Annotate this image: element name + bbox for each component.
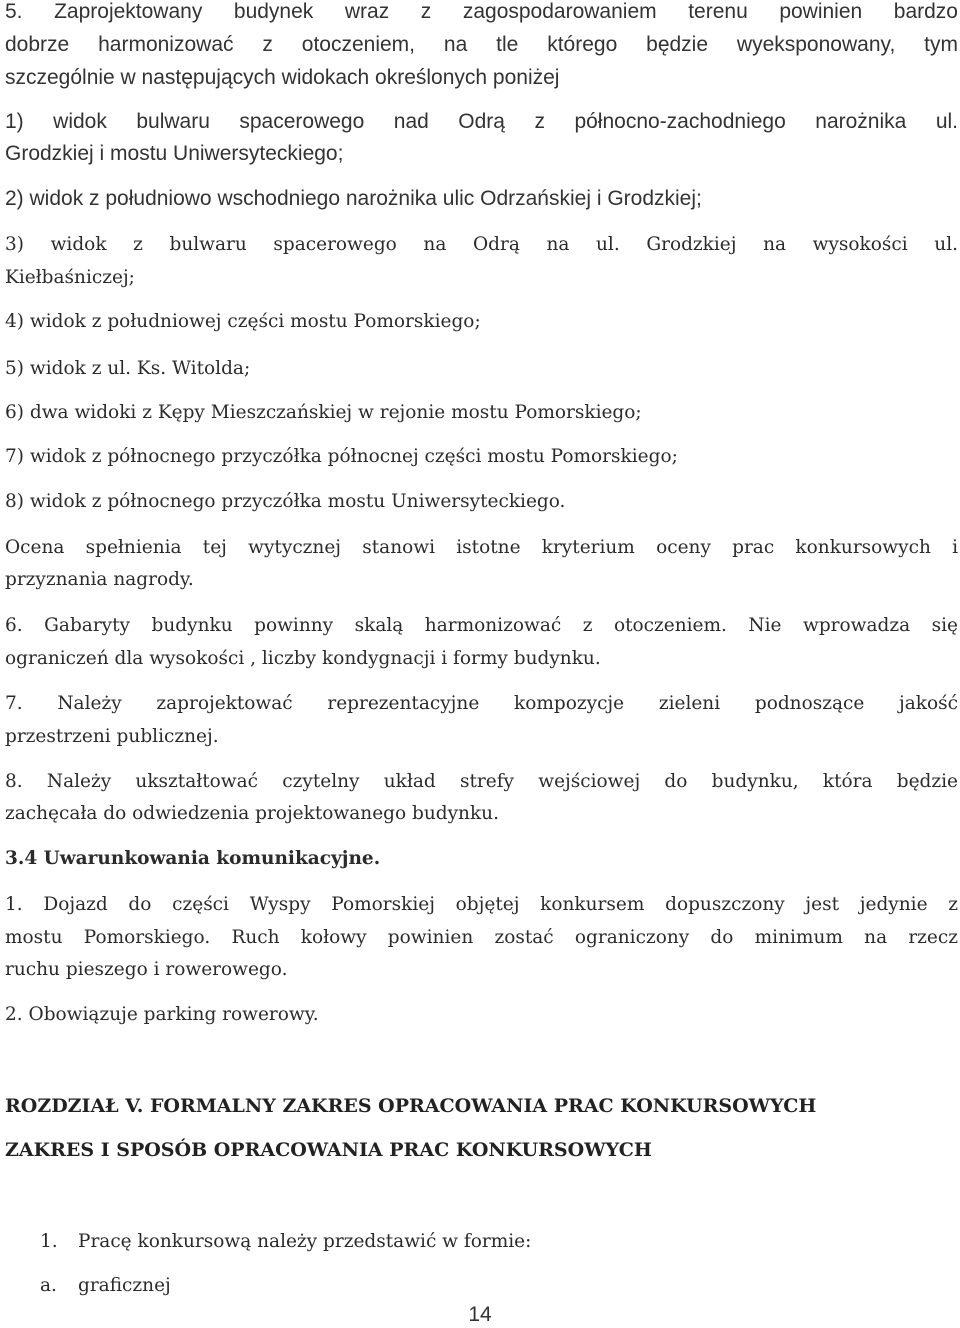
- view7: 7) widok z północnego przyczółka północnej części mostu Pomorskiego;: [5, 446, 678, 467]
- view1-line2: Grodzkiej i mostu Uniwersyteckiego;: [5, 142, 344, 165]
- section-p1-line3: ruchu pieszego i rowerowego.: [5, 959, 288, 980]
- item8-line1: 8. Należy ukształtować czytelny układ strefy wejściowej do budynku, która będzie: [5, 771, 958, 792]
- section-title: 3.4 Uwarunkowania komunikacyjne.: [5, 848, 381, 869]
- section-p1-line2: mostu Pomorskiego. Ruch kołowy powinien zostać ograniczony do minimum na rzecz: [5, 927, 958, 948]
- list-itemA-text: graficznej: [78, 1275, 171, 1296]
- list-item1-number: 1.: [40, 1231, 58, 1252]
- item7-line2: przestrzeni publicznej.: [5, 726, 219, 747]
- chapter-subtitle: ZAKRES I SPOSÓB OPRACOWANIA PRAC KONKURSOWYCH: [5, 1139, 652, 1161]
- item8-line2: zachęcała do odwiedzenia projektowanego budynku.: [5, 803, 499, 824]
- page-number: 14: [468, 1303, 492, 1326]
- view4: 4) widok z południowej części mostu Pomorskiego;: [5, 311, 481, 332]
- view1-line1: 1) widok bulwaru spacerowego nad Odrą z północno-zachodniego narożnika ul.: [5, 110, 958, 133]
- view5: 5) widok z ul. Ks. Witolda;: [5, 358, 251, 379]
- view8: 8) widok z północnego przyczółka mostu Uniwersyteckiego.: [5, 491, 566, 512]
- assessment-line2: przyznania nagrody.: [5, 569, 194, 590]
- view2: 2) widok z południowo wschodniego narożnika ulic Odrzańskiej i Grodzkiej;: [5, 187, 702, 210]
- view3-line1: 3) widok z bulwaru spacerowego na Odrą na ul. Grodzkiej na wysokości ul.: [5, 234, 958, 255]
- item5-line1: 5. Zaprojektowany budynek wraz z zagospodarowaniem terenu powinien bardzo: [5, 0, 958, 23]
- chapter-title: ROZDZIAŁ V. FORMALNY ZAKRES OPRACOWANIA PRAC KONKURSOWYCH: [5, 1095, 817, 1117]
- section-p2: 2. Obowiązuje parking rowerowy.: [5, 1004, 319, 1025]
- list-itemA-number: a.: [40, 1275, 57, 1296]
- section-p1-line1: 1. Dojazd do części Wyspy Pomorskiej objętej konkursem dopuszczony jest jedynie z: [5, 894, 958, 915]
- item5-line2: dobrze harmonizować z otoczeniem, na tle którego będzie wyeksponowany, tym: [5, 33, 958, 56]
- view6: 6) dwa widoki z Kępy Mieszczańskiej w rejonie mostu Pomorskiego;: [5, 402, 642, 423]
- view3-line2: Kiełbaśniczej;: [5, 267, 135, 288]
- assessment-line1: Ocena spełnienia tej wytycznej stanowi istotne kryterium oceny prac konkursowych i: [5, 537, 958, 558]
- item5-line3: szczególnie w następujących widokach określonych poniżej: [5, 66, 560, 89]
- list-item1-text: Pracę konkursową należy przedstawić w formie:: [78, 1231, 532, 1252]
- item6-line2: ograniczeń dla wysokości , liczby kondygnacji i formy budynku.: [5, 648, 601, 669]
- item6-line1: 6. Gabaryty budynku powinny skalą harmonizować z otoczeniem. Nie wprowadza się: [5, 615, 958, 636]
- item7-line1: 7. Należy zaprojektować reprezentacyjne kompozycje zieleni podnoszące jakość: [5, 693, 958, 714]
